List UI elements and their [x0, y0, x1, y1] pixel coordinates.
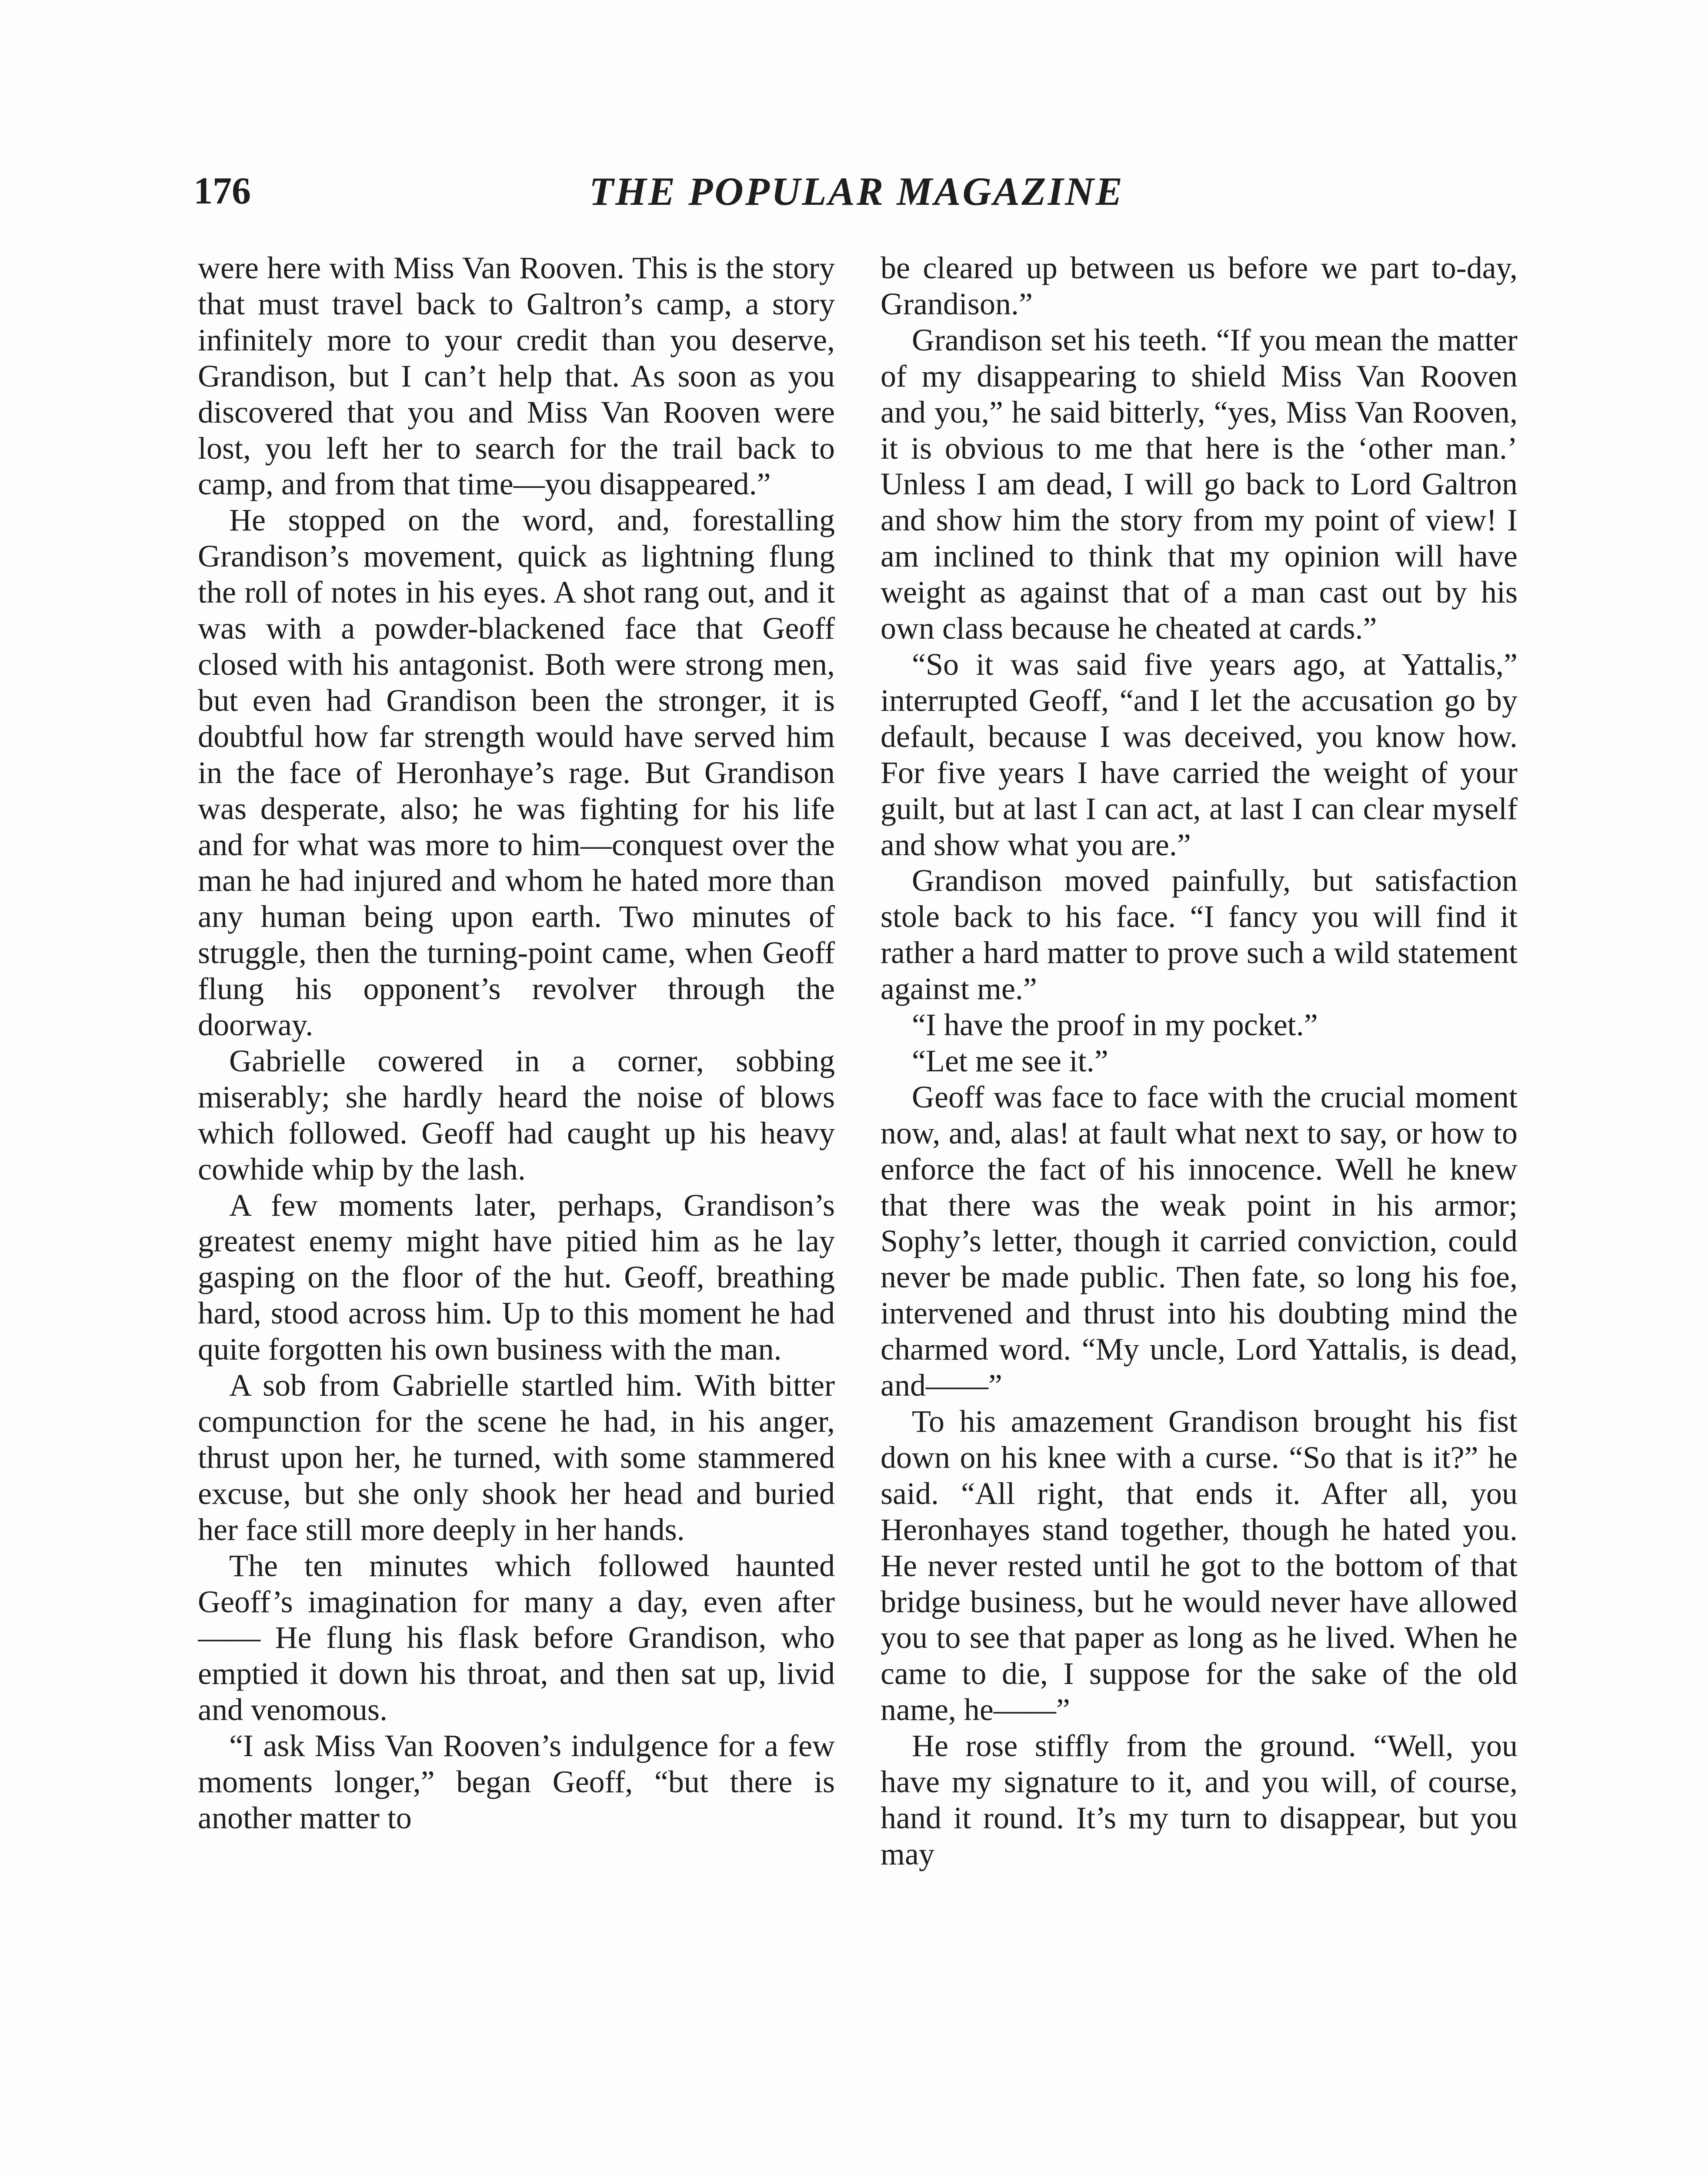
paragraph: He stopped on the word, and, forestalling Grandison’s movement, quick as lightning flung the roll of notes in his eyes. A shot rang out, and it was with a powder-blackened face that Geoff closed with his antagonist. Both were strong men, but even had Grandison been the stronger, it is doubtful how far strength would have served him in the face of Heronhaye’s rage. But Grandison was desperate, also; he was fighting for his life and for what was more to him—conquest over the man he had injured and whom he hated more than any human being upon earth. Two minutes of struggle, then the turning-point came, when Geoff flung his opponent’s revolver through the doorway.	[198, 503, 835, 1043]
paragraph: “So it was said five years ago, at Yattalis,” interrupted Geoff, “and I let the accusation go by default, because I was deceived, you know how. For five years I have carried the weight of your guilt, but at last I can act, at last I can clear myself and show what you are.”	[881, 647, 1518, 862]
paragraph: A few moments later, perhaps, Grandison’s greatest enemy might have pitied him as he lay gasping on the floor of the hut. Geoff, breathing hard, stood across him. Up to this moment he had quite forgotten his own business with the man.	[198, 1187, 835, 1367]
left-text-column	[198, 250, 835, 2174]
paragraph: be cleared up between us before we part to-day, Grandison.”	[881, 250, 1518, 321]
paragraph: Grandison set his teeth. “If you mean the matter of my disappearing to shield Miss Van Rooven and you,” he said bitterly, “yes, Miss Van Rooven, it is obvious to me that here is the ‘other man.’ Unless I am dead, I will go back to Lord Galtron and show him the story from my point of view! I am inclined to think that my opinion will have weight as against that of a man cast out by his own class because he cheated at cards.”	[881, 322, 1518, 646]
paragraph: He rose stiffly from the ground. “Well, you have my signature to it, and you will, of course, hand it round. It’s my turn to disappear, but you may	[881, 1728, 1518, 1871]
running-title: THE POPULAR MAGAZINE	[589, 169, 1124, 213]
paragraph: A sob from Gabrielle startled him. With bitter compunction for the scene he had, in his anger, thrust upon her, he turned, with some stammered excuse, but she only shook her head and buried her face still more deeply in her hands.	[198, 1368, 835, 1547]
page-header	[193, 165, 1520, 222]
paragraph: The ten minutes which followed haunted Geoff’s imagination for many a day, even after—— He flung his flask before Grandison, who emptied it down his throat, and then sat up, livid and venomous.	[198, 1548, 835, 1727]
paragraph: Geoff was face to face with the crucial moment now, and, alas! at fault what next to say, or how to enforce the fact of his innocence. Well he knew that there was the weak point in his armor; Sophy’s letter, though it carried conviction, could never be made public. Then fate, so long his foe, intervened and thrust into his doubting mind the charmed word. “My uncle, Lord Yattalis, is dead, and——”	[881, 1079, 1518, 1403]
paragraph: “I ask Miss Van Rooven’s indulgence for a few moments longer,” began Geoff, “but there is another matter to	[198, 1728, 835, 1835]
paragraph: “I have the proof in my pocket.”	[912, 1007, 1318, 1043]
paragraph: Gabrielle cowered in a corner, sobbing miserably; she hardly heard the noise of blows which followed. Geoff had caught up his heavy cowhide whip by the lash.	[198, 1043, 835, 1187]
paragraph: “Let me see it.”	[912, 1043, 1108, 1078]
paragraph: Grandison moved painfully, but satisfaction stole back to his face. “I fancy you will find it rather a hard matter to prove such a wild statement against me.”	[881, 863, 1518, 1007]
paragraph: were here with Miss Van Rooven. This is the story that must travel back to Galtron’s camp, a story infinitely more to your credit than you deserve, Grandison, but I can’t help that. As soon as you discovered that you and Miss Van Rooven were lost, you left her to search for the trail back to camp, and from that time—you disappeared.”	[198, 250, 835, 502]
page-number: 176	[193, 170, 251, 212]
right-text-column	[881, 250, 1518, 2174]
paragraph: To his amazement Grandison brought his fist down on his knee with a curse. “So that is it?” he said. “All right, that ends it. After all, you Heronhayes stand together, though he hated you. He never rested until he got to the bottom of that bridge business, but he would never have allowed you to see that paper as long as he lived. When he came to die, I suppose for the sake of the old name, he——”	[881, 1404, 1518, 1727]
